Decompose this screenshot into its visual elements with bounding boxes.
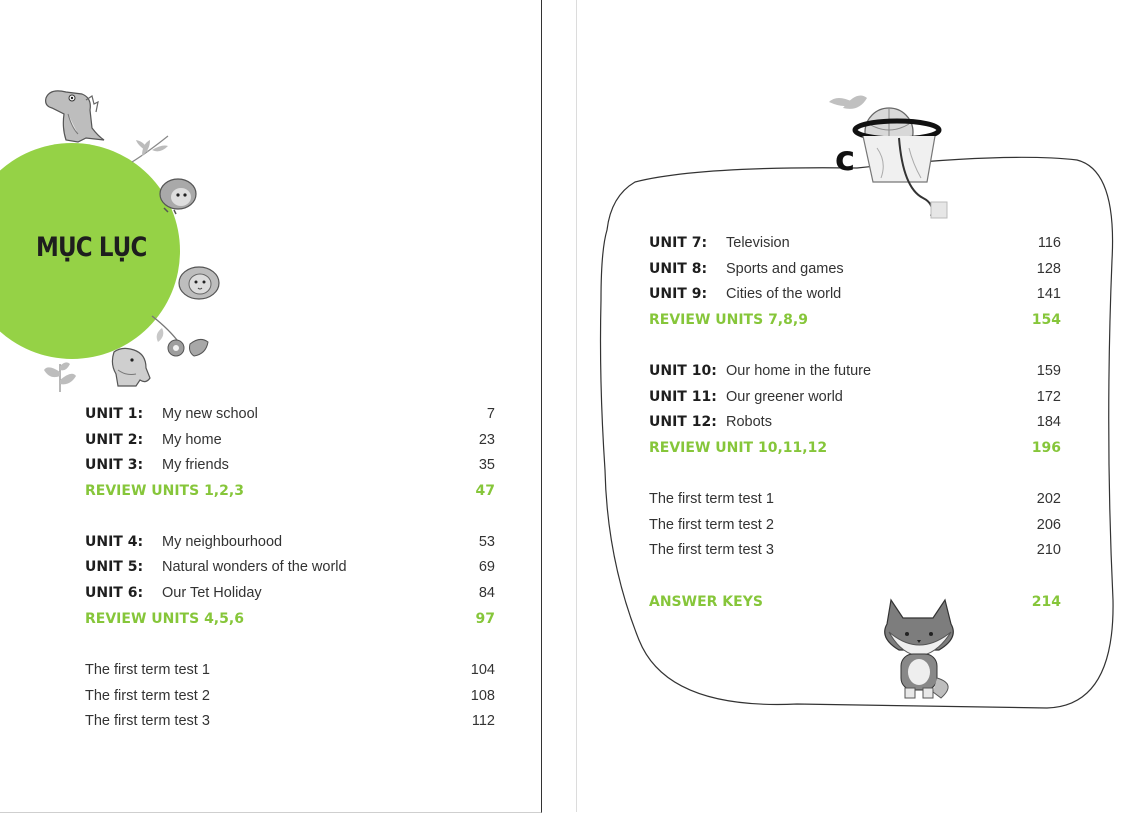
unit-code: UNIT 8: [649,261,708,277]
page-number: 35 [478,457,495,473]
review-label: REVIEW UNITS 4,5,6 [85,611,244,627]
page-number: 206 [1036,517,1061,533]
toc-entry[interactable] [649,540,1063,560]
toc-entry[interactable] [649,412,1063,432]
toc-entry[interactable] [85,686,497,706]
toc-entry[interactable] [649,515,1063,535]
page-number: 159 [1036,363,1061,379]
page-number: 214 [1031,594,1061,610]
unit-code: UNIT 11: [649,389,717,405]
test-title: The first term test 2 [649,517,774,533]
review-label: REVIEW UNITS 1,2,3 [85,483,244,499]
toc-entry[interactable] [649,387,1063,407]
test-title: The first term test 1 [649,491,774,507]
page-number: 7 [486,406,495,422]
page-number: 112 [471,713,495,729]
answer-keys-label: ANSWER KEYS [649,594,763,610]
page-number: 141 [1036,286,1061,302]
toc-entry[interactable] [649,489,1063,509]
toc-review-entry[interactable] [85,609,497,629]
left-page [0,0,542,813]
toc-answer-keys-entry[interactable] [649,592,1063,612]
unit-title: Our home in the future [726,363,872,379]
page-number: 23 [478,432,495,448]
toc-review-entry[interactable] [85,481,497,501]
unit-code: UNIT 5: [85,559,144,575]
toc-entry[interactable] [649,233,1063,253]
toc-left [85,0,515,812]
unit-title: My home [162,432,222,448]
unit-code: UNIT 2: [85,432,144,448]
unit-title: Natural wonders of the world [162,559,347,575]
unit-title: My friends [162,457,229,473]
page-number: 69 [478,559,495,575]
page-number: 196 [1031,440,1061,456]
page-number: 128 [1036,261,1061,277]
page-number: 184 [1036,414,1061,430]
toc-entry[interactable] [649,284,1063,304]
toc-entry[interactable] [85,711,497,731]
unit-code: UNIT 4: [85,534,144,550]
test-title: The first term test 3 [85,713,210,729]
unit-title: My new school [162,406,258,422]
toc-entry[interactable] [649,361,1063,381]
toc-right [649,0,1069,812]
unit-code: UNIT 3: [85,457,144,473]
toc-entry[interactable] [85,583,497,603]
unit-title: Sports and games [726,261,844,277]
toc-entry[interactable] [85,430,497,450]
page-number: 104 [470,662,495,678]
page-number: 53 [478,534,495,550]
toc-review-entry[interactable] [649,310,1063,330]
page-number: 210 [1036,542,1061,558]
unit-code: UNIT 9: [649,286,708,302]
right-page [576,0,1138,812]
test-title: The first term test 2 [85,688,210,704]
page-number: 202 [1036,491,1061,507]
unit-code: UNIT 7: [649,235,708,251]
page-number: 154 [1031,312,1061,328]
svg-text:c: c [835,139,856,179]
page-number: 47 [475,483,495,499]
page-number: 97 [475,611,495,627]
unit-code: UNIT 12: [649,414,717,430]
unit-title: Cities of the world [726,286,842,302]
toc-entry[interactable] [85,532,497,552]
toc-entry[interactable] [649,259,1063,279]
toc-entry[interactable] [85,455,497,475]
page-number: 84 [478,585,495,601]
review-label: REVIEW UNIT 10,11,12 [649,440,828,456]
leaf-icon [40,360,78,394]
page-title: MỤC LỤC [36,232,147,263]
unit-title: Robots [726,414,772,430]
toc-entry[interactable] [85,557,497,577]
unit-title: Our Tet Holiday [162,585,262,601]
unit-code: UNIT 1: [85,406,144,422]
page-number: 172 [1036,389,1061,405]
test-title: The first term test 3 [649,542,774,558]
unit-code: UNIT 10: [649,363,717,379]
unit-title: My neighbourhood [162,534,283,550]
test-title: The first term test 1 [85,662,210,678]
toc-entry[interactable] [85,404,497,424]
unit-code: UNIT 6: [85,585,144,601]
page-number: 108 [470,688,495,704]
unit-title: Our greener world [726,389,843,405]
unit-title: Television [726,235,790,251]
review-label: REVIEW UNITS 7,8,9 [649,312,808,328]
toc-entry[interactable] [85,660,497,680]
page-number: 116 [1037,235,1061,251]
toc-review-entry[interactable] [649,438,1063,458]
